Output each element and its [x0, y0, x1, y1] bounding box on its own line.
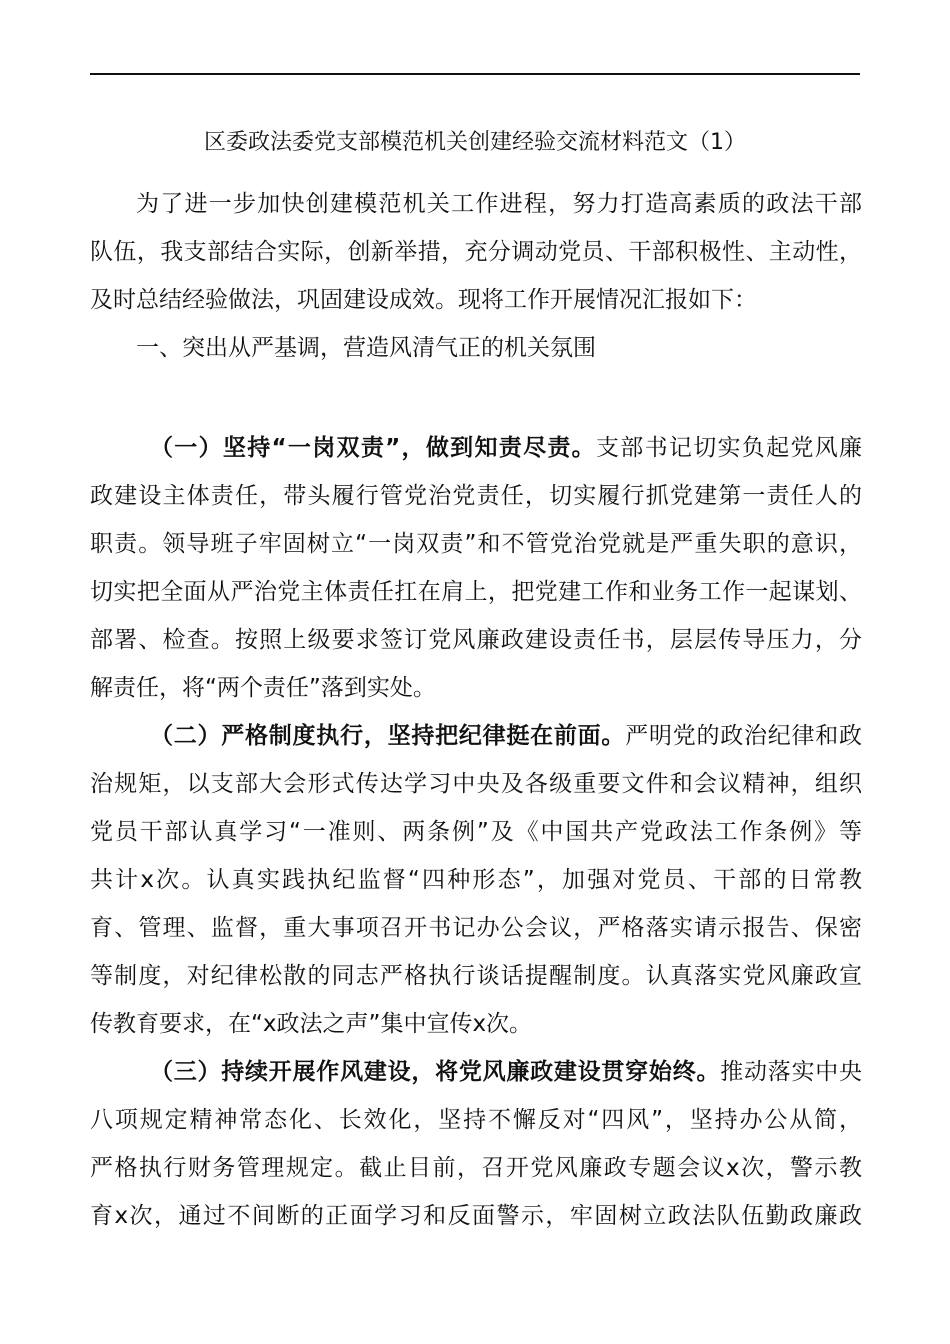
paragraph-line: 育、管理、监督，重大事项召开书记办公会议，严格落实请示报告、保密: [90, 915, 862, 941]
paragraph-line: 共计x次。认真实践执纪监督“四种形态”，加强对党员、干部的日常教: [90, 867, 862, 893]
paragraph-line: [90, 424, 862, 472]
paragraph-line: 治规矩，以支部大会形式传达学习中央及各级重要文件和会议精神，组织: [90, 771, 862, 797]
paragraph-line: 政建设主体责任，带头履行管党治党责任，切实履行抓党建第一责任人的: [90, 483, 862, 509]
paragraph-text: 推动落实中央: [720, 1059, 863, 1085]
paragraph-line: [90, 1048, 862, 1096]
subheading: （二）严格制度执行，坚持把纪律挺在前面。: [150, 723, 626, 749]
paragraph-line: 等制度，对纪律松散的同志严格执行谈话提醒制度。认真落实党风廉政宣: [90, 963, 862, 989]
paragraph-line: [90, 712, 862, 760]
paragraph-line: 八项规定精神常态化、长效化，坚持不懈反对“四风”，坚持办公从简，: [90, 1107, 862, 1133]
intro-line: 队伍，我支部结合实际，创新举措，充分调动党员、干部积极性、主动性，: [90, 239, 862, 265]
section-heading: 一、突出从严基调，营造风清气正的机关氛围: [136, 335, 596, 361]
subheading: （一）坚持“一岗双责”，做到知责尽责。: [150, 435, 596, 461]
document-body: [90, 180, 862, 1240]
intro-line: 及时总结经验做法，巩固建设成效。现将工作开展情况汇报如下：: [90, 287, 757, 313]
paragraph-text: 支部书记切实负起党风廉: [595, 435, 863, 461]
document-title: 区委政法委党支部模范机关创建经验交流材料范文（1）: [204, 130, 746, 155]
paragraph-line: 职责。领导班子牢固树立“一岗双责”和不管党治党就是严重失职的意识，: [90, 531, 862, 557]
header-rule: [90, 73, 860, 75]
paragraph-line: 育x次，通过不间断的正面学习和反面警示，牢固树立政法队伍勤政廉政: [90, 1203, 862, 1229]
paragraph-line: 传教育要求，在“x政法之声”集中宣传x次。: [90, 1011, 533, 1037]
paragraph-line: 解责任，将“两个责任”落到实处。: [90, 675, 436, 701]
intro-line: 为了进一步加快创建模范机关工作进程，努力打造高素质的政法干部: [136, 191, 862, 217]
paragraph-text: 严明党的政治纪律和政: [625, 723, 863, 749]
subheading: （三）持续开展作风建设，将党风廉政建设贯穿始终。: [150, 1059, 721, 1085]
paragraph-line: 部署、检查。按照上级要求签订党风廉政建设责任书，层层传导压力，分: [90, 627, 862, 653]
paragraph-line: 切实把全面从严治党主体责任扛在肩上，把党建工作和业务工作一起谋划、: [90, 579, 862, 605]
paragraph-line: 党员干部认真学习“一准则、两条例”及《中国共产党政法工作条例》等: [90, 819, 862, 845]
paragraph-line: 严格执行财务管理规定。截止目前，召开党风廉政专题会议x次，警示教: [90, 1155, 862, 1181]
